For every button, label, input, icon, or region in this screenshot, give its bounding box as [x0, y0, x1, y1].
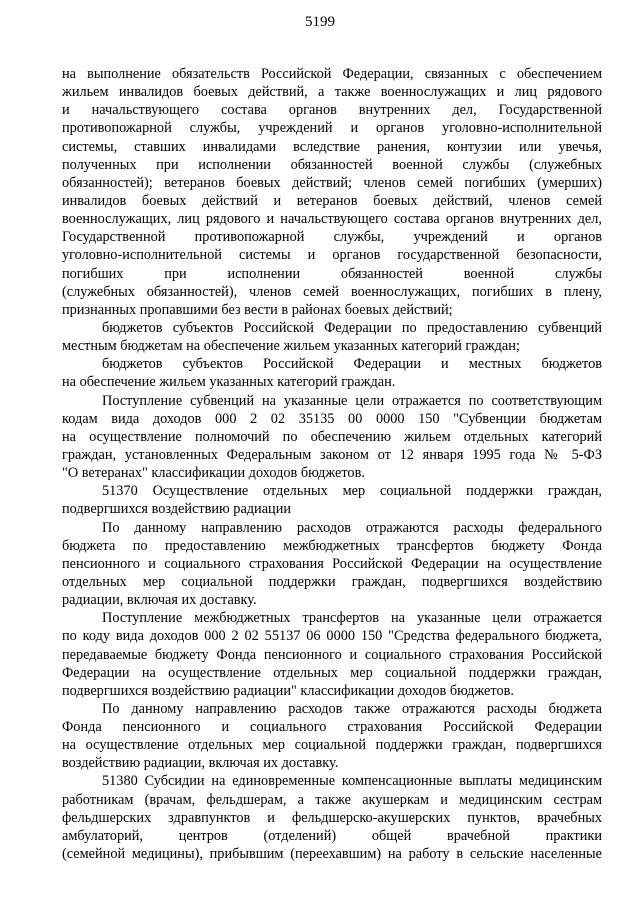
- text-line: погибших при исполнении обязанностей военной службы: [62, 265, 602, 282]
- text-line: признанных пропавшими без вести в районах боевых действий;: [62, 301, 453, 318]
- text-line: работникам (врачам, фельдшерам, а также акушеркам и медицинским сестрам: [62, 791, 602, 808]
- text-line: системы, ставших инвалидами вследствие ранения, контузии или увечья,: [62, 138, 602, 155]
- page-number: 5199: [305, 14, 335, 30]
- paragraph: [62, 609, 602, 700]
- text-line: (служебных обязанностей), членов семей военнослужащих, погибших в плену,: [62, 283, 602, 300]
- text-line: жильем инвалидов боевых действий, а также военнослужащих и лиц рядового: [62, 84, 602, 101]
- text-line: воздействию радиации, включая их доставку.: [62, 755, 339, 772]
- text-line: Фонда пенсионного и социального страхования Российской Федерации: [62, 719, 602, 736]
- text-line: пенсионного и социального страхования Российской Федерации на осуществление: [62, 555, 602, 572]
- text-line: "О ветеранах" классификации доходов бюджетов.: [62, 465, 365, 482]
- text-line: 51380 Субсидии на единовременные компенсационные выплаты медицинским: [102, 773, 602, 790]
- text-line: на осуществление отдельных мер социальной поддержки граждан, подвергшихся: [62, 737, 602, 754]
- text-line: на выполнение обязательств Российской Федерации, связанных с обеспечением: [62, 66, 602, 82]
- text-line: 51370 Осуществление отдельных мер социальной поддержки граждан,: [102, 483, 602, 500]
- paragraph: [62, 772, 602, 863]
- text-line: отдельных мер социальной поддержки граждан, подвергшихся воздействию: [62, 573, 602, 590]
- text-line: По данному направлению расходов отражаются расходы федерального: [102, 519, 602, 536]
- text-line: на осуществление полномочий по обеспечению жильем отдельных категорий: [62, 428, 602, 445]
- text-line: подвергшихся воздействию радиации: [62, 501, 292, 518]
- text-line: радиации, включая их доставку.: [62, 592, 257, 609]
- text-line: местным бюджетам на обеспечение жильем указанных категорий граждан;: [62, 338, 520, 355]
- text-line: Федерации на осуществление отдельных мер социальной поддержки граждан,: [62, 664, 602, 681]
- paragraph: [62, 700, 602, 773]
- text-line: кодам вида доходов 000 2 02 35135 00 0000 150 "Субвенции бюджетам: [62, 410, 602, 427]
- text-line: полученных при исполнении обязанностей военной службы (служебных: [62, 156, 602, 173]
- paragraph: [62, 319, 602, 355]
- text-line: граждан, установленных Федеральным законом от 12 января 1995 года № 5-ФЗ: [62, 446, 602, 463]
- text-line: военнослужащих, лиц рядового и начальствующего состава органов внутренних дел,: [62, 211, 602, 228]
- paragraph: [62, 355, 602, 391]
- text-line: инвалидов боевых действий и ветеранов боевых действий, членов семей: [62, 192, 602, 209]
- text-line: бюджета по предоставлению межбюджетных трансфертов бюджету Фонда: [62, 537, 602, 554]
- text-line: Поступление межбюджетных трансфертов на указанные цели отражается: [102, 610, 602, 627]
- text-line: уголовно-исполнительной системы и органов государственной безопасности,: [62, 247, 602, 264]
- paragraph: [62, 392, 602, 483]
- paragraph: [62, 482, 602, 518]
- text-line: и начальствующего состава органов внутренних дел, Государственной: [62, 102, 602, 119]
- text-line: амбулаторий, центров (отделений) общей врачебной практики: [62, 827, 602, 844]
- text-line: на обеспечение жильем указанных категорий граждан.: [62, 374, 396, 391]
- text-line: противопожарной службы, учреждений и органов уголовно-исполнительной: [62, 120, 602, 137]
- text-line: фельдшерских здравпунктов и фельдшерско-акушерских пунктов, врачебных: [62, 809, 602, 826]
- paragraph: [62, 65, 602, 319]
- document-body: [62, 65, 602, 863]
- text-line: передаваемые бюджету Фонда пенсионного и социального страхования Российской: [62, 646, 602, 663]
- text-line: бюджетов субъектов Российской Федерации по предоставлению субвенций: [102, 319, 602, 336]
- text-line: бюджетов субъектов Российской Федерации и местных бюджетов: [102, 356, 602, 373]
- text-line: Государственной противопожарной службы, учреждений и органов: [62, 229, 602, 246]
- text-line: (семейной медицины), прибывшим (переехавшим) на работу в сельские населенные: [62, 846, 602, 863]
- paragraph: [62, 519, 602, 610]
- text-line: Поступление субвенций на указанные цели отражается по соответствующим: [102, 392, 602, 409]
- text-line: По данному направлению расходов также отражаются расходы бюджета: [102, 700, 602, 717]
- text-line: обязанностей); ветеранов боевых действий; членов семей погибших (умерших): [62, 174, 602, 191]
- text-line: по коду вида доходов 000 2 02 55137 06 0000 150 "Средства федерального бюджета,: [62, 628, 602, 645]
- text-line: подвергшихся воздействию радиации" классификации доходов бюджетов.: [62, 682, 514, 699]
